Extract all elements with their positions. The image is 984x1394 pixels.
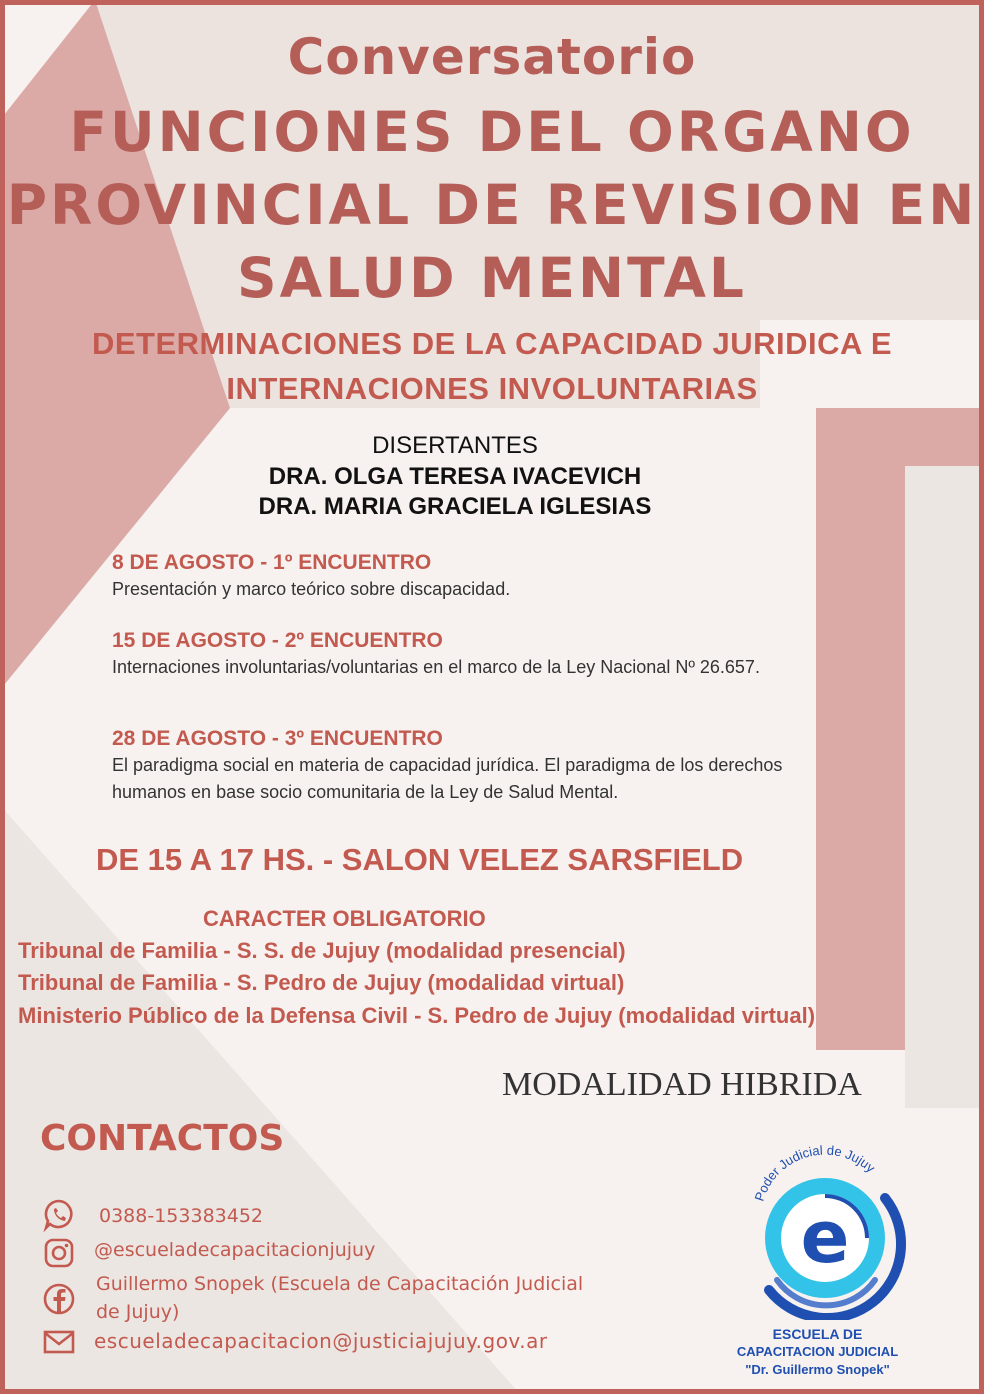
schedule: DE 15 A 17 HS. - SALON VELEZ SARSFIELD [96, 842, 744, 877]
title-line-2: PROVINCIAL DE REVISION EN [6, 173, 978, 237]
modality: MODALIDAD HIBRIDA [502, 1066, 862, 1103]
contact-email[interactable]: escueladecapacitacion@justiciajujuy.gov.ar [94, 1329, 548, 1353]
encounter-2-title: 15 DE AGOSTO - 2º ENCUENTRO [112, 629, 443, 652]
title-line-3: SALUD MENTAL [237, 246, 747, 310]
requirement-item: Tribunal de Familia - S. Pedro de Jujuy (modalidad virtual) [18, 970, 625, 995]
school-logo [735, 1140, 915, 1320]
encounter-1-text: Presentación y marco teórico sobre discapacidad. [112, 579, 511, 599]
subtitle-line-2: INTERNACIONES INVOLUNTARIAS [226, 371, 758, 406]
title-line-1: FUNCIONES DEL ORGANO [69, 100, 915, 164]
contact-instagram[interactable]: @escueladecapacitacionjujuy [94, 1239, 376, 1261]
contact-facebook[interactable]: Guillermo Snopek (Escuela de Capacitación Judicial [96, 1273, 584, 1295]
speakers-label: DISERTANTES [372, 432, 538, 459]
requirements-heading: CARACTER OBLIGATORIO [203, 906, 486, 931]
email-icon [42, 1325, 76, 1359]
logo-line-2: CAPACITACION JUDICIAL [736, 1344, 899, 1359]
contacts-heading: CONTACTOS [40, 1118, 285, 1159]
instagram-icon [42, 1236, 76, 1270]
subtitle-line-1: DETERMINACIONES DE LA CAPACIDAD JURIDICA E [91, 326, 893, 361]
event-type: Conversatorio [287, 28, 697, 86]
logo-letter: e [800, 1195, 850, 1279]
whatsapp-icon [42, 1198, 76, 1232]
encounter-2-text: Internaciones involuntarias/voluntarias en el marco de la Ley Nacional Nº 26.657. [112, 657, 760, 677]
speaker-name: DRA. OLGA TERESA IVACEVICH [268, 463, 642, 490]
logo-arc-text: Poder Judicial de Jujuy [751, 1142, 879, 1203]
gray-triangle [0, 805, 520, 1394]
requirement-item: Ministerio Público de la Defensa Civil - S. Pedro de Jujuy (modalidad virtual) [18, 1003, 816, 1028]
speaker-name: DRA. MARIA GRACIELA IGLESIAS [258, 493, 652, 520]
encounter-1-title: 8 DE AGOSTO - 1º ENCUENTRO [112, 551, 432, 574]
facebook-icon [42, 1282, 76, 1316]
encounter-3-text: El paradigma social en materia de capacidad jurídica. El paradigma de los derechos humanos en base socio comunitaria de la Ley de Salud Mental. [112, 755, 783, 802]
encounter-3-title: 28 DE AGOSTO - 3º ENCUENTRO [112, 727, 443, 750]
gray-bar [905, 466, 984, 1108]
contact-phone[interactable]: 0388-153383452 [99, 1205, 264, 1227]
contact-facebook-cont[interactable]: de Jujuy) [96, 1301, 180, 1323]
requirement-item: Tribunal de Familia - S. S. de Jujuy (modalidad presencial) [18, 938, 626, 963]
logo-line-1: ESCUELA DE [772, 1326, 863, 1342]
logo-line-3: "Dr. Guillermo Snopek" [745, 1362, 890, 1377]
